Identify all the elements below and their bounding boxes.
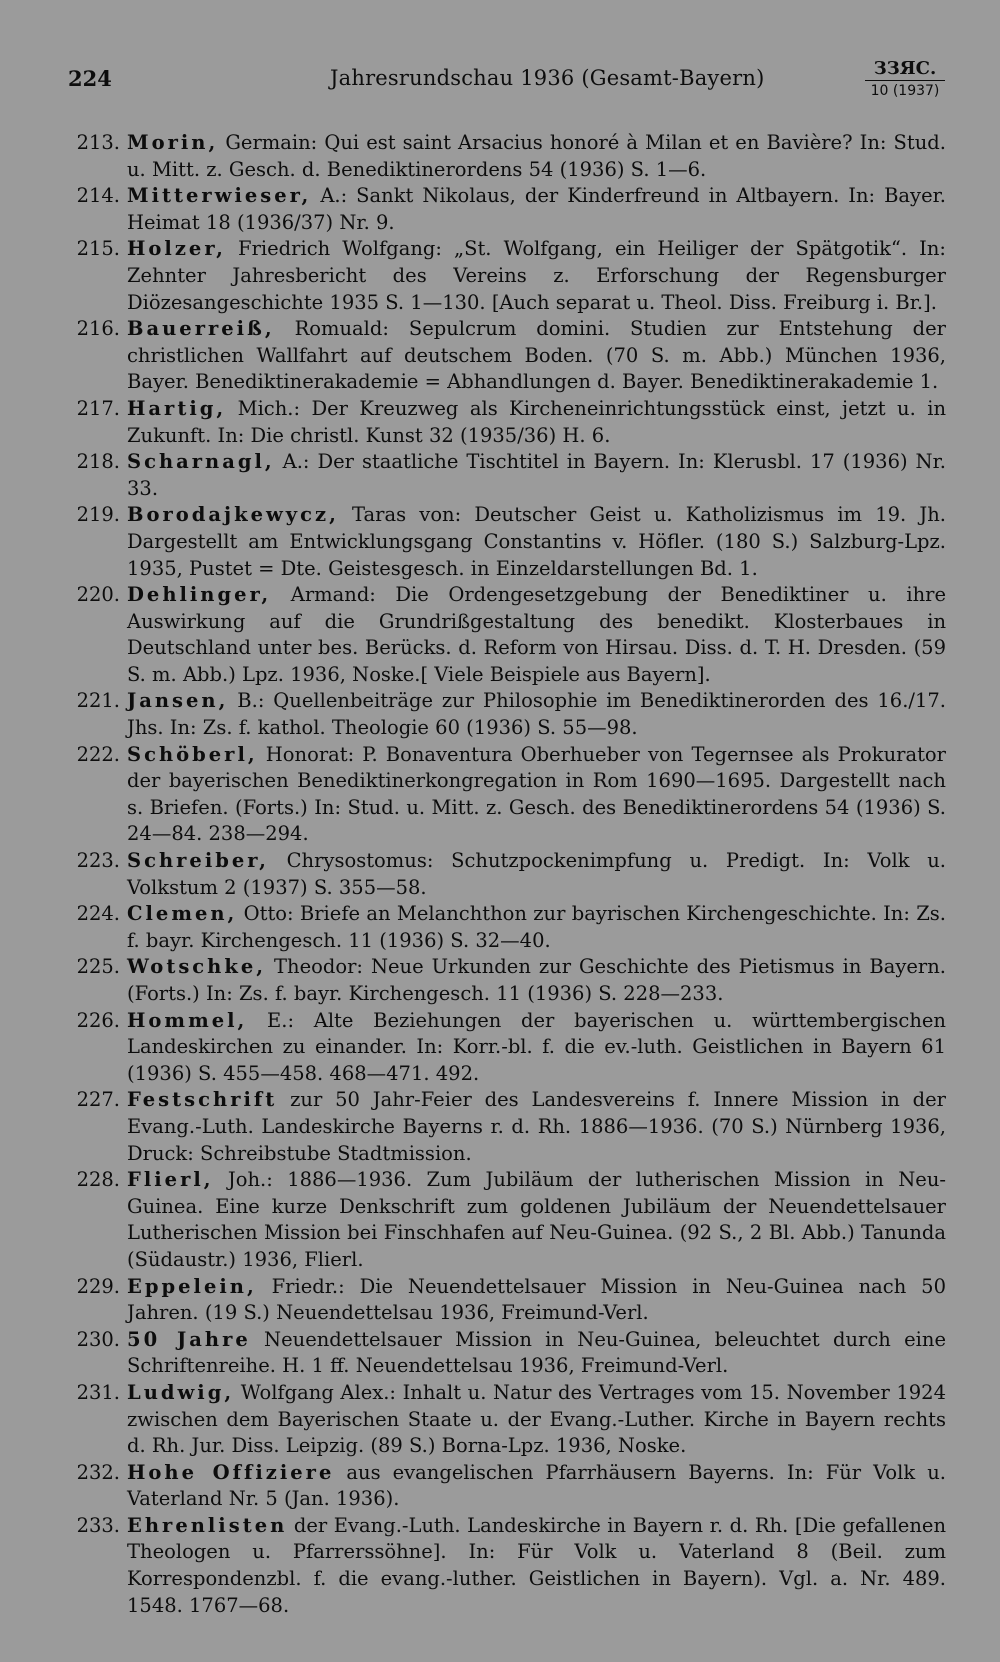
bibliography-entry (64, 502, 946, 582)
bibliography-entry (64, 183, 946, 236)
entry-author: Wotschke, (127, 955, 267, 979)
bibliography-entry (64, 1460, 946, 1513)
entry-number: 221. (76, 689, 120, 713)
entry-author: Schöberl, (127, 742, 258, 766)
entry-number: 228. (76, 1168, 120, 1192)
entry-number: 230. (76, 1327, 120, 1351)
entry-body: Friedr.: Die Neuendettelsauer Mission in Neu-Guinea nach 50 Jahren. (19 S.) Neuendettelsau 1936, Freimund-Verl. (127, 1274, 946, 1325)
running-title: Jahresrundschau 1936 (Gesamt-Bayern) (330, 66, 765, 90)
entry-body: B.: Quellenbeiträge zur Philosophie im Benediktinerorden des 16./17. Jhs. In: Zs. f. kathol. Theologie 60 (1936) S. 55—98. (127, 689, 946, 740)
page-header (60, 60, 945, 102)
entry-author: Festschrift (127, 1088, 278, 1112)
entry-author: Clemen, (127, 902, 238, 926)
entry-number: 224. (76, 902, 120, 926)
entry-number: 217. (76, 396, 120, 420)
entry-text (127, 183, 946, 236)
entry-text (127, 502, 946, 582)
entry-number: 220. (76, 583, 120, 607)
bibliography-entry (64, 1008, 946, 1088)
entry-body: Joh.: 1886—1936. Zum Jubiläum der lutherischen Mission in Neu-Guinea. Eine kurze Denkschrift zum goldenen Jubiläum der Neuendettelsauer Lutherischen Mission bei Finschhafen auf Neu-Guinea. (92 S., 2 Bl. Abb.) Tanunda (Südaustr.) 1936, Flierl. (127, 1168, 946, 1271)
journal-volume: 10 (1937) (870, 83, 940, 99)
entry-text (127, 1380, 946, 1460)
bibliography-entry (64, 901, 946, 954)
entry-text (127, 901, 946, 954)
entry-text (127, 1008, 946, 1088)
bibliography-entry (64, 316, 946, 396)
entry-number: 227. (76, 1088, 120, 1112)
entry-body: Taras von: Deutscher Geist u. Katholizismus im 19. Jh. Dargestellt am Entwicklungsgang Constantins v. Höfler. (180 S.) Salzburg-Lpz. 1935, Pustet = Dte. Geistesgesch. in Einzeldarstellungen Bd. 1. (127, 503, 946, 580)
entry-author: Scharnagl, (127, 450, 275, 474)
entry-author: Dehlinger, (127, 583, 272, 607)
bibliography-entry (64, 1513, 946, 1619)
entry-text (127, 1087, 946, 1167)
entry-body: Wolfgang Alex.: Inhalt u. Natur des Vertrages vom 15. November 1924 zwischen dem Bayerischen Staate u. der Evang.-Luther. Kirche in Bayern rechts d. Rh. Jur. Diss. Leipzig. (89 S.) Borna-Lpz. 1936, Noske. (127, 1380, 946, 1458)
entry-body: Theodor: Neue Urkunden zur Geschichte des Pietismus in Bayern. (Forts.) In: Zs. f. bayr. Kirchengesch. 11 (1936) S. 228—233. (127, 955, 946, 1005)
entry-number: 229. (76, 1274, 120, 1298)
entry-author: Mitterwieser, (127, 184, 312, 208)
entry-author: Ludwig, (127, 1380, 235, 1404)
entry-number: 219. (76, 503, 120, 527)
entry-body: Romuald: Sepulcrum domini. Studien zur Entstehung der christlichen Wallfahrt auf deutschem Boden. (70 S. m. Abb.) München 1936, Bayer. Benediktinerakademie = Abhandlungen d. Bayer. Benediktinerakademie 1. (127, 317, 946, 394)
entry-body: Honorat: P. Bonaventura Oberhueber von Tegernsee als Prokurator der bayerischen Benediktinerkongregation in Rom 1690—1695. Dargestellt nach s. Briefen. (Forts.) In: Stud. u. Mitt. z. Gesch. des Benediktinerordens 54 (1936) S. 24—84. 238—294. (127, 742, 946, 846)
bibliography-entry (64, 236, 946, 316)
entry-author: Hommel, (127, 1008, 248, 1032)
entry-author: Flierl, (127, 1168, 214, 1192)
entry-author: Holzer, (127, 237, 226, 261)
entry-number: 225. (76, 955, 120, 979)
entry-text (127, 1513, 946, 1619)
bibliography-list (64, 130, 946, 1619)
entry-body: zur 50 Jahr-Feier des Landesvereins f. Innere Mission in der Evang.-Luth. Landeskirche Bayerns r. d. Rh. 1886—1936. (70 S.) Nürnberg 1936, Druck: Schreibstube Stadtmission. (127, 1088, 946, 1165)
entry-author: Morin, (127, 131, 219, 154)
entry-number: 222. (76, 742, 120, 766)
bibliography-entry (64, 449, 946, 502)
entry-number: 218. (76, 450, 120, 474)
entry-body: der Evang.-Luth. Landeskirche in Bayern r. d. Rh. [Die gefallenen Theologen u. Pfarrerssöhne]. In: Für Volk u. Vaterland 8 (Beil. zum Korrespondenzbl. f. die evang.-luther. Geistlichen in Bayern). Vgl. a. Nr. 489. 1548. 1767—68. (127, 1513, 946, 1617)
entry-text (127, 449, 946, 502)
bibliography-entry (64, 582, 946, 688)
entry-text (127, 1167, 946, 1273)
entry-author: Eppelein, (127, 1274, 257, 1298)
entry-number: 216. (76, 317, 120, 341)
bibliography-entry (64, 954, 946, 1007)
entry-text (127, 742, 946, 848)
bibliography-entry (64, 742, 946, 848)
entry-text (127, 848, 946, 901)
entry-author: 50 Jahre (127, 1327, 251, 1351)
page-number: 224 (68, 66, 112, 91)
entry-number: 213. (76, 131, 120, 154)
entry-body: Mich.: Der Kreuzweg als Kircheneinrichtungsstück einst, jetzt u. in Zukunft. In: Die christl. Kunst 32 (1935/36) H. 6. (127, 396, 946, 447)
entry-number: 226. (76, 1008, 120, 1032)
entry-number: 214. (76, 184, 120, 208)
entry-body: Neuendettelsauer Mission in Neu-Guinea, beleuchtet durch eine Schriftenreihe. H. 1 ff. Neuendettelsau 1936, Freimund-Verl. (127, 1327, 946, 1378)
entry-text (127, 236, 946, 316)
entry-text (127, 582, 946, 688)
entry-author: Ehrenlisten (127, 1513, 288, 1537)
entry-number: 223. (76, 849, 120, 873)
entry-text (127, 1274, 946, 1327)
entry-body: aus evangelischen Pfarrhäusern Bayerns. In: Für Volk u. Vaterland Nr. 5 (Jan. 1936). (127, 1460, 947, 1511)
entry-author: Hohe Offiziere (127, 1460, 335, 1484)
journal-abbreviation: ЗЗЯС. (865, 60, 945, 81)
bibliography-entry (64, 1327, 946, 1380)
entry-number: 231. (76, 1380, 120, 1404)
entry-number: 233. (76, 1513, 120, 1537)
entry-author: Jansen, (127, 689, 229, 713)
entry-body: A.: Sankt Nikolaus, der Kinderfreund in Altbayern. In: Bayer. Heimat 18 (1936/37) Nr. 9. (127, 184, 946, 234)
entry-text (127, 130, 946, 183)
bibliography-entry (64, 1167, 946, 1273)
entry-body: E.: Alte Beziehungen der bayerischen u. württembergischen Landeskirchen zu einander. In: Korr.-bl. f. die ev.-luth. Geistlichen in Bayern 61 (1936) S. 455—458. 468—471. 492. (127, 1008, 946, 1085)
entry-author: Schreiber, (127, 849, 269, 873)
bibliography-entry (64, 688, 946, 741)
entry-body: Otto: Briefe an Melanchthon zur bayrischen Kirchengeschichte. In: Zs. f. bayr. Kirchengesch. 11 (1936) S. 32—40. (127, 902, 946, 952)
entry-text (127, 316, 946, 396)
bibliography-entry (64, 1087, 946, 1167)
bibliography-entry (64, 848, 946, 901)
entry-text (127, 396, 946, 449)
bibliography-entry (64, 1274, 946, 1327)
entry-body: Friedrich Wolfgang: „St. Wolfgang, ein Heiliger der Spätgotik“. In: Zehnter Jahresbericht des Vereins z. Erforschung der Regensburger Diözesangeschichte 1935 S. 1—130. [Auch separat u. Theol. Diss. Freiburg i. Br.]. (127, 237, 946, 314)
entry-text (127, 954, 946, 1007)
journal-reference (865, 60, 945, 98)
entry-text (127, 688, 946, 741)
entry-author: Bauerreiß, (127, 317, 275, 341)
bibliography-entry (64, 396, 946, 449)
entry-author: Hartig, (127, 396, 227, 420)
entry-body: A.: Der staatliche Tischtitel in Bayern. In: Klerusbl. 17 (1936) Nr. 33. (127, 450, 946, 500)
entry-body: Chrysostomus: Schutzpockenimpfung u. Predigt. In: Volk u. Volkstum 2 (1937) S. 355—58. (127, 849, 946, 899)
entry-body: Armand: Die Ordengesetzgebung der Benediktiner u. ihre Auswirkung auf die Grundrißgestaltung des benedikt. Klosterbaues in Deutschland unter bes. Berücks. d. Reform von Hirsau. Diss. d. T. H. Dresden. (59 S. m. Abb.) Lpz. 1936, Noske.[ Viele Beispiele aus Bayern]. (127, 583, 946, 686)
entry-body: Germain: Qui est saint Arsacius honoré à Milan et en Bavière? In: Stud. u. Mitt. z. Gesch. d. Benediktinerordens 54 (1936) S. 1—6. (127, 131, 946, 181)
entry-text (127, 1460, 946, 1513)
entry-author: Borodajkewycz, (127, 503, 339, 527)
entry-text (127, 1327, 946, 1380)
entry-number: 232. (76, 1460, 120, 1484)
bibliography-entry (64, 1380, 946, 1460)
entry-number: 215. (76, 237, 120, 261)
bibliography-entry (64, 130, 946, 183)
